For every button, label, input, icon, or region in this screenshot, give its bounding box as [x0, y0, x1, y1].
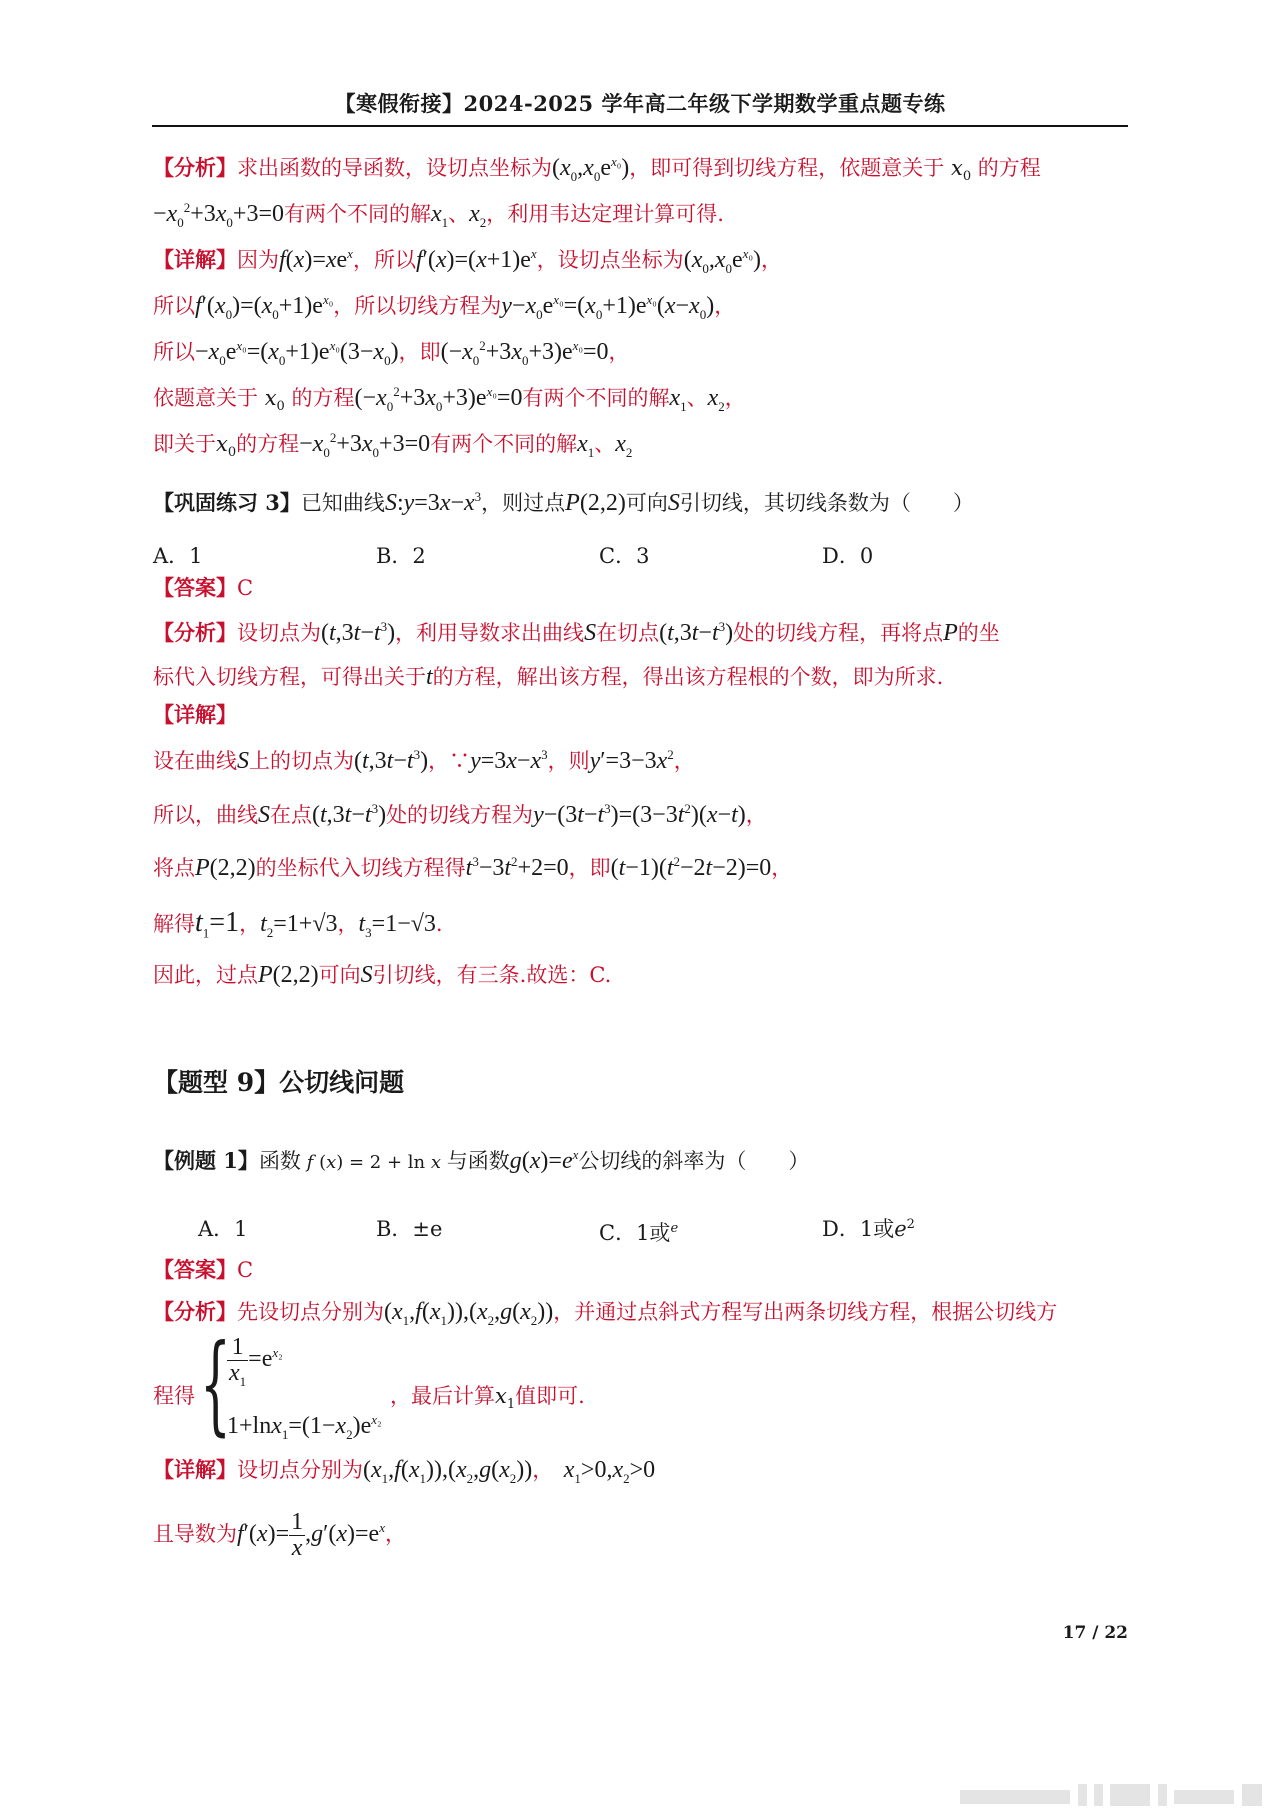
example-1-analysis-1: 【分析】先设切点分别为$(x_1,f(x_1)),(x_2,g(x_2))$，并通过点斜式方程写出两条切线方程，根据公切线方: [153, 1299, 1058, 1328]
detail-1-line-2: 所以$f'(x_0)=(x_0+1)e^{x_0}$，所以切线方程为$y-x_0e^{x_0}=(x_0+1)e^{x_0}(x-x_0)$，: [153, 292, 736, 322]
practice-3-question: 【巩固练习 3】已知曲线$S:y=3x-x^3$，则过点P(2,2)可向S引切线，其切线条数为（ ）: [153, 489, 974, 516]
practice-3-detail-2: 所以，曲线S在点$(t,3t-t^3)$处的切线方程为$y-(3t-t^3)=(3-3t^2)(x-t)$，: [153, 801, 767, 828]
detail-1-line-5: 即关于$x_0$的方程$-x_0^2+3x_0+3=0$有两个不同的解$x_1$、$x_2$: [153, 430, 633, 461]
page-header: 【寒假衔接】2024-2025 学年高二年级下学期数学重点题专练: [334, 91, 946, 116]
practice-3-analysis-2: 标代入切线方程，可得出关于t的方程，解出该方程，得出该方程根的个数，即为所求.: [153, 664, 944, 690]
option-c: C．1或$^e$: [599, 1221, 679, 1245]
practice-3-detail-tag: 【详解】: [153, 702, 237, 727]
section-title: 【题型 9】公切线问题: [153, 1068, 405, 1097]
practice-3-detail-5: 因此，过点P(2,2)可向S引切线，有三条.故选：C.: [153, 962, 612, 988]
example-1-question: 【例题 1】函数 f (x) = 2 + ln x 与函数$g(x)=e^x$公切线的斜率为（ ）: [153, 1147, 810, 1174]
example-1-detail-1: 【详解】设切点分别为$(x_1,f(x_1)),(x_2,g(x_2))$， $x_1>0,x_2>0$: [153, 1457, 656, 1486]
analysis-1-line-2: $-x_0^2+3x_0+3=0$有两个不同的解$x_1$、$x_2$，利用韦达定理计算可得.: [153, 200, 724, 230]
brace-glyph: {: [200, 1322, 231, 1447]
option-d: D．1或$e^2$: [822, 1217, 915, 1241]
practice-3-answer: 【答案】C: [153, 575, 254, 600]
example-1-answer: 【答案】C: [153, 1257, 254, 1282]
detail-1-line-3: 所以$-x_0e^{x_0}=(x_0+1)e^{x_0}(3-x_0)$，即$(-x_0^2+3x_0+3)e^{x_0}=0$，: [153, 338, 630, 368]
example-1-detail-2: 且导数为f′(x)= $\frac{1}{x}$ $,g'(x)=e^x$，: [153, 1509, 406, 1562]
watermark-bars: [960, 1780, 1280, 1810]
detail-1-line-1: 【详解】因为$f(x)=xe^x$，所以$f'(x)=(x+1)e^x$，设切点坐标为$(x_0,x_0e^{x_0})$，: [153, 246, 782, 276]
option-a: A．1: [198, 1217, 248, 1241]
option-b: B．2: [376, 544, 426, 568]
option-c: C．3: [599, 544, 650, 568]
analysis-1-line-1: 【分析】求出函数的导函数，设切点坐标为$(x_0,x_0e^{x_0})$，即可得到切线方程，依题意关于 $x_0$ 的方程: [153, 154, 1041, 185]
detail-1-line-4: 依题意关于 $x_0$ 的方程$(-x_0^2+3x_0+3)e^{x_0}=0$有两个不同的解$x_1$、$x_2$，: [153, 384, 746, 415]
header-divider: [152, 125, 1128, 127]
option-b: B．±e: [376, 1217, 443, 1241]
practice-3-detail-4: 解得$t_1=1$，$t_2=1+√3$，$t_3=1-√3$.: [153, 907, 443, 941]
practice-3-detail-3: 将点P(2,2)的坐标代入切线方程得$t^3-3t^2+2=0$，即$(t-1)(t^2-2t-2)=0$，: [153, 854, 793, 881]
option-a: A．1: [153, 544, 203, 568]
page-number: 17 / 22: [1062, 1623, 1128, 1643]
equation-system: 程得 { $\frac{1}{x_1}$ $=e^{x_2}$ $1+\ln x_1=(1-x_2)e^{x_2}$ ，最后计算$x_1$值即可.: [153, 1322, 585, 1447]
practice-3-analysis-1: 【分析】设切点为$(t,3t-t^3)$，利用导数求出曲线S在切点$(t,3t-t^3)$处的切线方程，再将点P的坐: [153, 619, 1000, 646]
option-d: D．0: [822, 544, 874, 568]
practice-3-detail-1: 设在曲线S上的切点为$(t,3t-t^3)$，$\because y=3x-x^3$，则$y'=3-3x^2$，: [153, 747, 695, 774]
